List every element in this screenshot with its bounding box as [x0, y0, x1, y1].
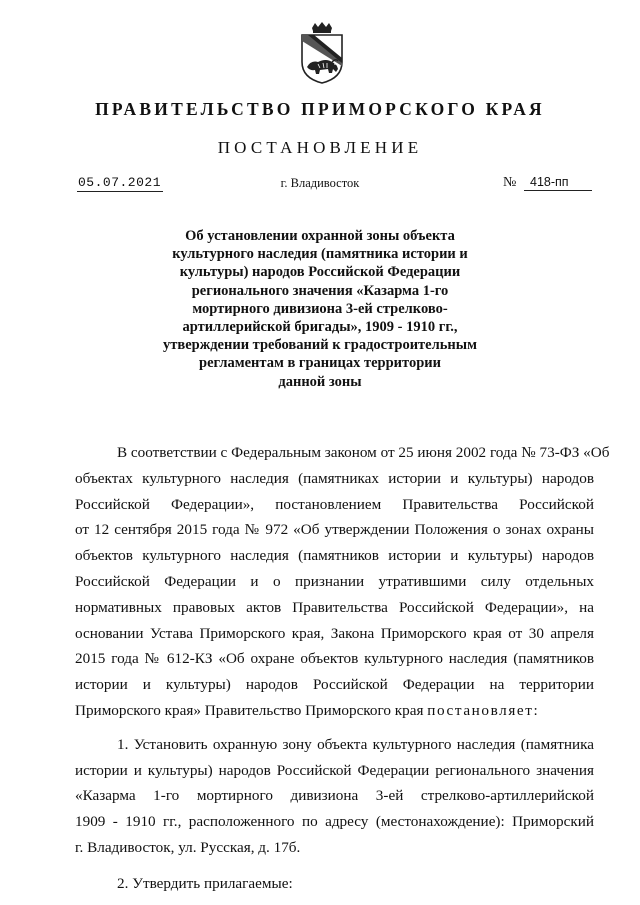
title-line: регионального значения «Казарма 1-го [191, 282, 449, 299]
title-line: культуры) народов Российской Федерации [179, 264, 461, 281]
decree-word: постановляет: [427, 701, 540, 719]
text-line: Российской Федерации», постановлением Правительства Российской [75, 495, 594, 513]
paragraph-item-1 [75, 732, 594, 861]
document-number: 418-пп [524, 174, 592, 191]
text-line: 1909 - 1910 гг., расположенного по адресу (местонахождение): Приморский [75, 813, 594, 831]
text-line: г. Владивосток, ул. Русская, д. 17б. [75, 838, 301, 856]
title-line: мортирного дивизиона 3-ей стрелково- [192, 300, 448, 317]
text-fragment: Приморского края» Правительство Приморского края [75, 701, 424, 719]
text-line: нормативных правовых актов Правительства Российской Федерации», на [75, 598, 594, 616]
document-city: г. Владивосток [280, 176, 360, 190]
text-line: В соответствии с Федеральным законом от 25 июня 2002 года № 73-ФЗ «Об [117, 444, 610, 461]
title-line: данной зоны [278, 373, 362, 390]
title-line: утверждении требований к градостроительным [163, 337, 477, 354]
document-body [75, 440, 610, 897]
paragraph-preamble [75, 440, 610, 724]
document-title [0, 227, 640, 391]
text-line: от 12 сентября 2015 года № 972 «Об утверждении Положения о зонах охраны [75, 521, 594, 539]
text-line: объектах культурного наследия (памятниках истории и культуры) народов [75, 469, 594, 487]
text-line: истории и культуры) народов Российской Федерации регионального значения [75, 761, 594, 779]
document-type: ПОСТАНОВЛЕНИЕ [217, 138, 423, 157]
text-line [75, 698, 594, 724]
title-line: регламентам в границах территории [199, 355, 441, 372]
number-label: № [503, 175, 517, 190]
text-line: «Казарма 1-го мортирного дивизиона 3-ей стрелково-артиллерийской [75, 787, 594, 805]
text-line: истории и культуры) народов Российской Федерации на территории [75, 676, 594, 694]
text-line: основании Устава Приморского края, Закона Приморского края от 30 апреля [75, 624, 594, 642]
coat-of-arms-icon [298, 22, 346, 84]
text-line: 2015 года № 612-КЗ «Об охране объектов культурного наследия (памятников [75, 650, 594, 668]
document-date: 05.07.2021 [78, 175, 162, 190]
text-line: объектов культурного наследия (памятников истории и культуры) народов [75, 547, 594, 565]
title-line: Об установлении охранной зоны объекта [185, 228, 455, 244]
paragraph-item-2 [75, 871, 594, 897]
text-line: 2. Утвердить прилагаемые: [117, 874, 293, 892]
government-name: ПРАВИТЕЛЬСТВО ПРИМОРСКОГО КРАЯ [95, 99, 545, 119]
title-line: культурного наследия (памятника истории и [172, 246, 468, 263]
text-line: Российской Федерации и о признании утратившими силу отдельных [75, 572, 594, 590]
title-line: артиллерийской бригады», 1909 - 1910 гг., [182, 319, 458, 336]
text-line: 1. Установить охранную зону объекта культурного наследия (памятника [117, 735, 594, 753]
